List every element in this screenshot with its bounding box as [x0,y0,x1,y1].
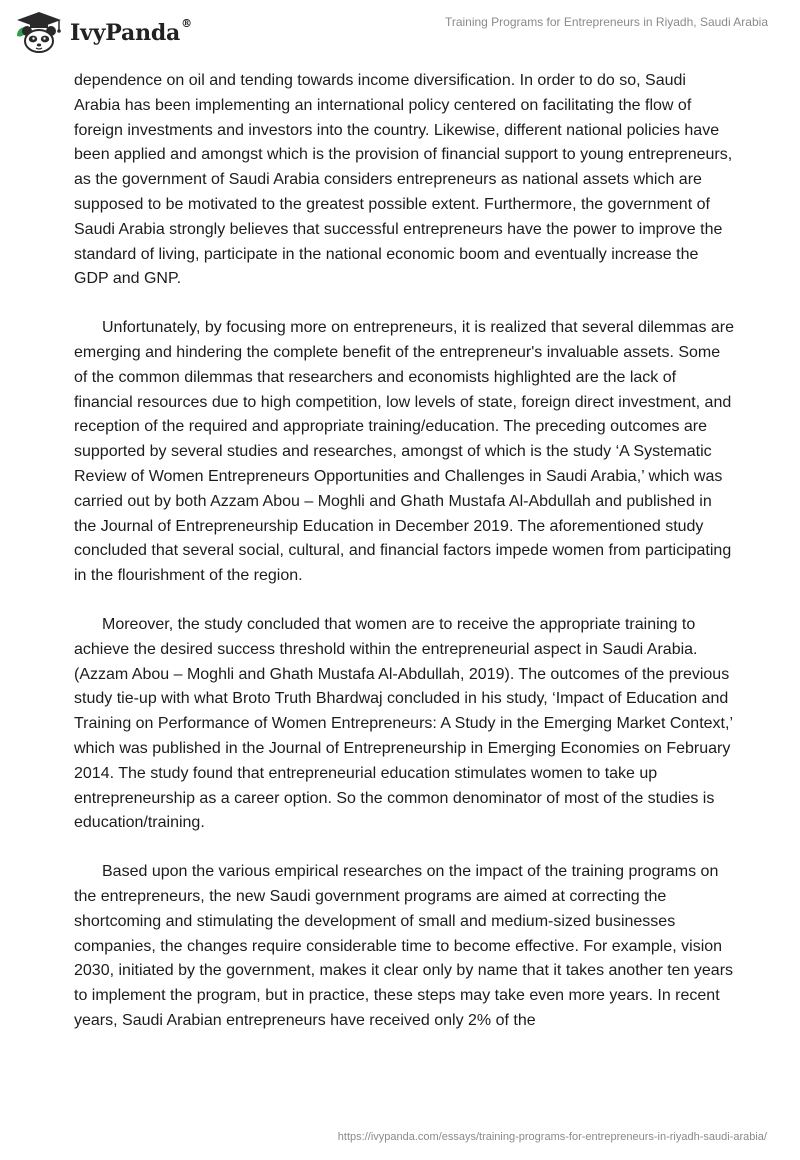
paragraph: Moreover, the study concluded that women are to receive the appropriate training to achieve the desired success threshold within the entrepreneurial aspect in Saudi Arabia. (Azzam Abou – Moghli and Ghath Mustafa Al-Abdullah, 2019). The outcomes of the previous study tie-up with what Broto Truth Bhardwaj concluded in his study, ‘Impact of Education and Training on Performance of Women Entrepreneurs: A Study in the Emerging Market Context,’ which was published in the Journal of Entrepreneurship in Emerging Economies on February 2014. The study found that entrepreneurial education stimulates women to take up entrepreneurship as a career option. So the common denominator of most of the studies is education/training. [74,615,733,832]
paragraph: Based upon the various empirical researches on the impact of the training programs on the entrepreneurs, the new Saudi government programs are aimed at correcting the shortcoming and stimulating the development of small and medium-sized businesses companies, the changes require considerable time to become effective. For example, vision 2030, initiated by the government, makes it clear only by name that it takes another ten years to implement the program, but in practice, these steps may take even more years. In recent years, Saudi Arabian entrepreneurs have received only 2% of the [74,863,734,1029]
paragraph: dependence on oil and tending towards income diversification. In order to do so, Saudi Arabia has been implementing an international policy centered on facilitating the flow of foreign investments and investors into the country. Likewise, different national policies have been applied and amongst which is the provision of financial support to young entrepreneurs, as the government of Saudi Arabia considers entrepreneurs as national assets which are supposed to be motivated to the greatest possible extent. Furthermore, the government of Saudi Arabia strongly believes that successful entrepreneurs have the power to improve the standard of living, participate in the national economic boom and eventually increase the GDP and GNP. [74,72,733,288]
registered-mark: ® [181,17,192,30]
logo-link[interactable] [14,10,192,54]
page-header [0,0,800,62]
paragraph: Unfortunately, by focusing more on entrepreneurs, it is realized that several dilemmas are emerging and hindering the complete benefit of the entrepreneur's invaluable assets. Some of the common dilemmas that researchers and economists highlighted are the lack of financial resources due to high competition, low levels of state, foreign direct investment, and reception of the required and appropriate training/education. The preceding outcomes are supported by several studies and researches, amongst of which is the study ‘A Systematic Review of Women Entrepreneurs Opportunities and Challenges in Saudi Arabia,’ which was carried out by both Azzam Abou – Moghli and Ghath Mustafa Al-Abdullah and published in the Journal of Entrepreneurship Education in December 2019. The aforementioned study concluded that several social, cultural, and financial factors impede women from participating in the flourishment of the region. [74,319,735,585]
panda-graduate-icon [14,10,64,54]
source-url-link[interactable]: https://ivypanda.com/essays/training-programs-for-entrepreneurs-in-riyadh-saudi-arabia/ [337,1131,767,1143]
document-title: Training Programs for Entrepreneurs in Riyadh, Saudi Arabia [444,15,768,29]
logo-text: IvyPanda® [70,17,192,46]
essay-body [74,69,734,1058]
